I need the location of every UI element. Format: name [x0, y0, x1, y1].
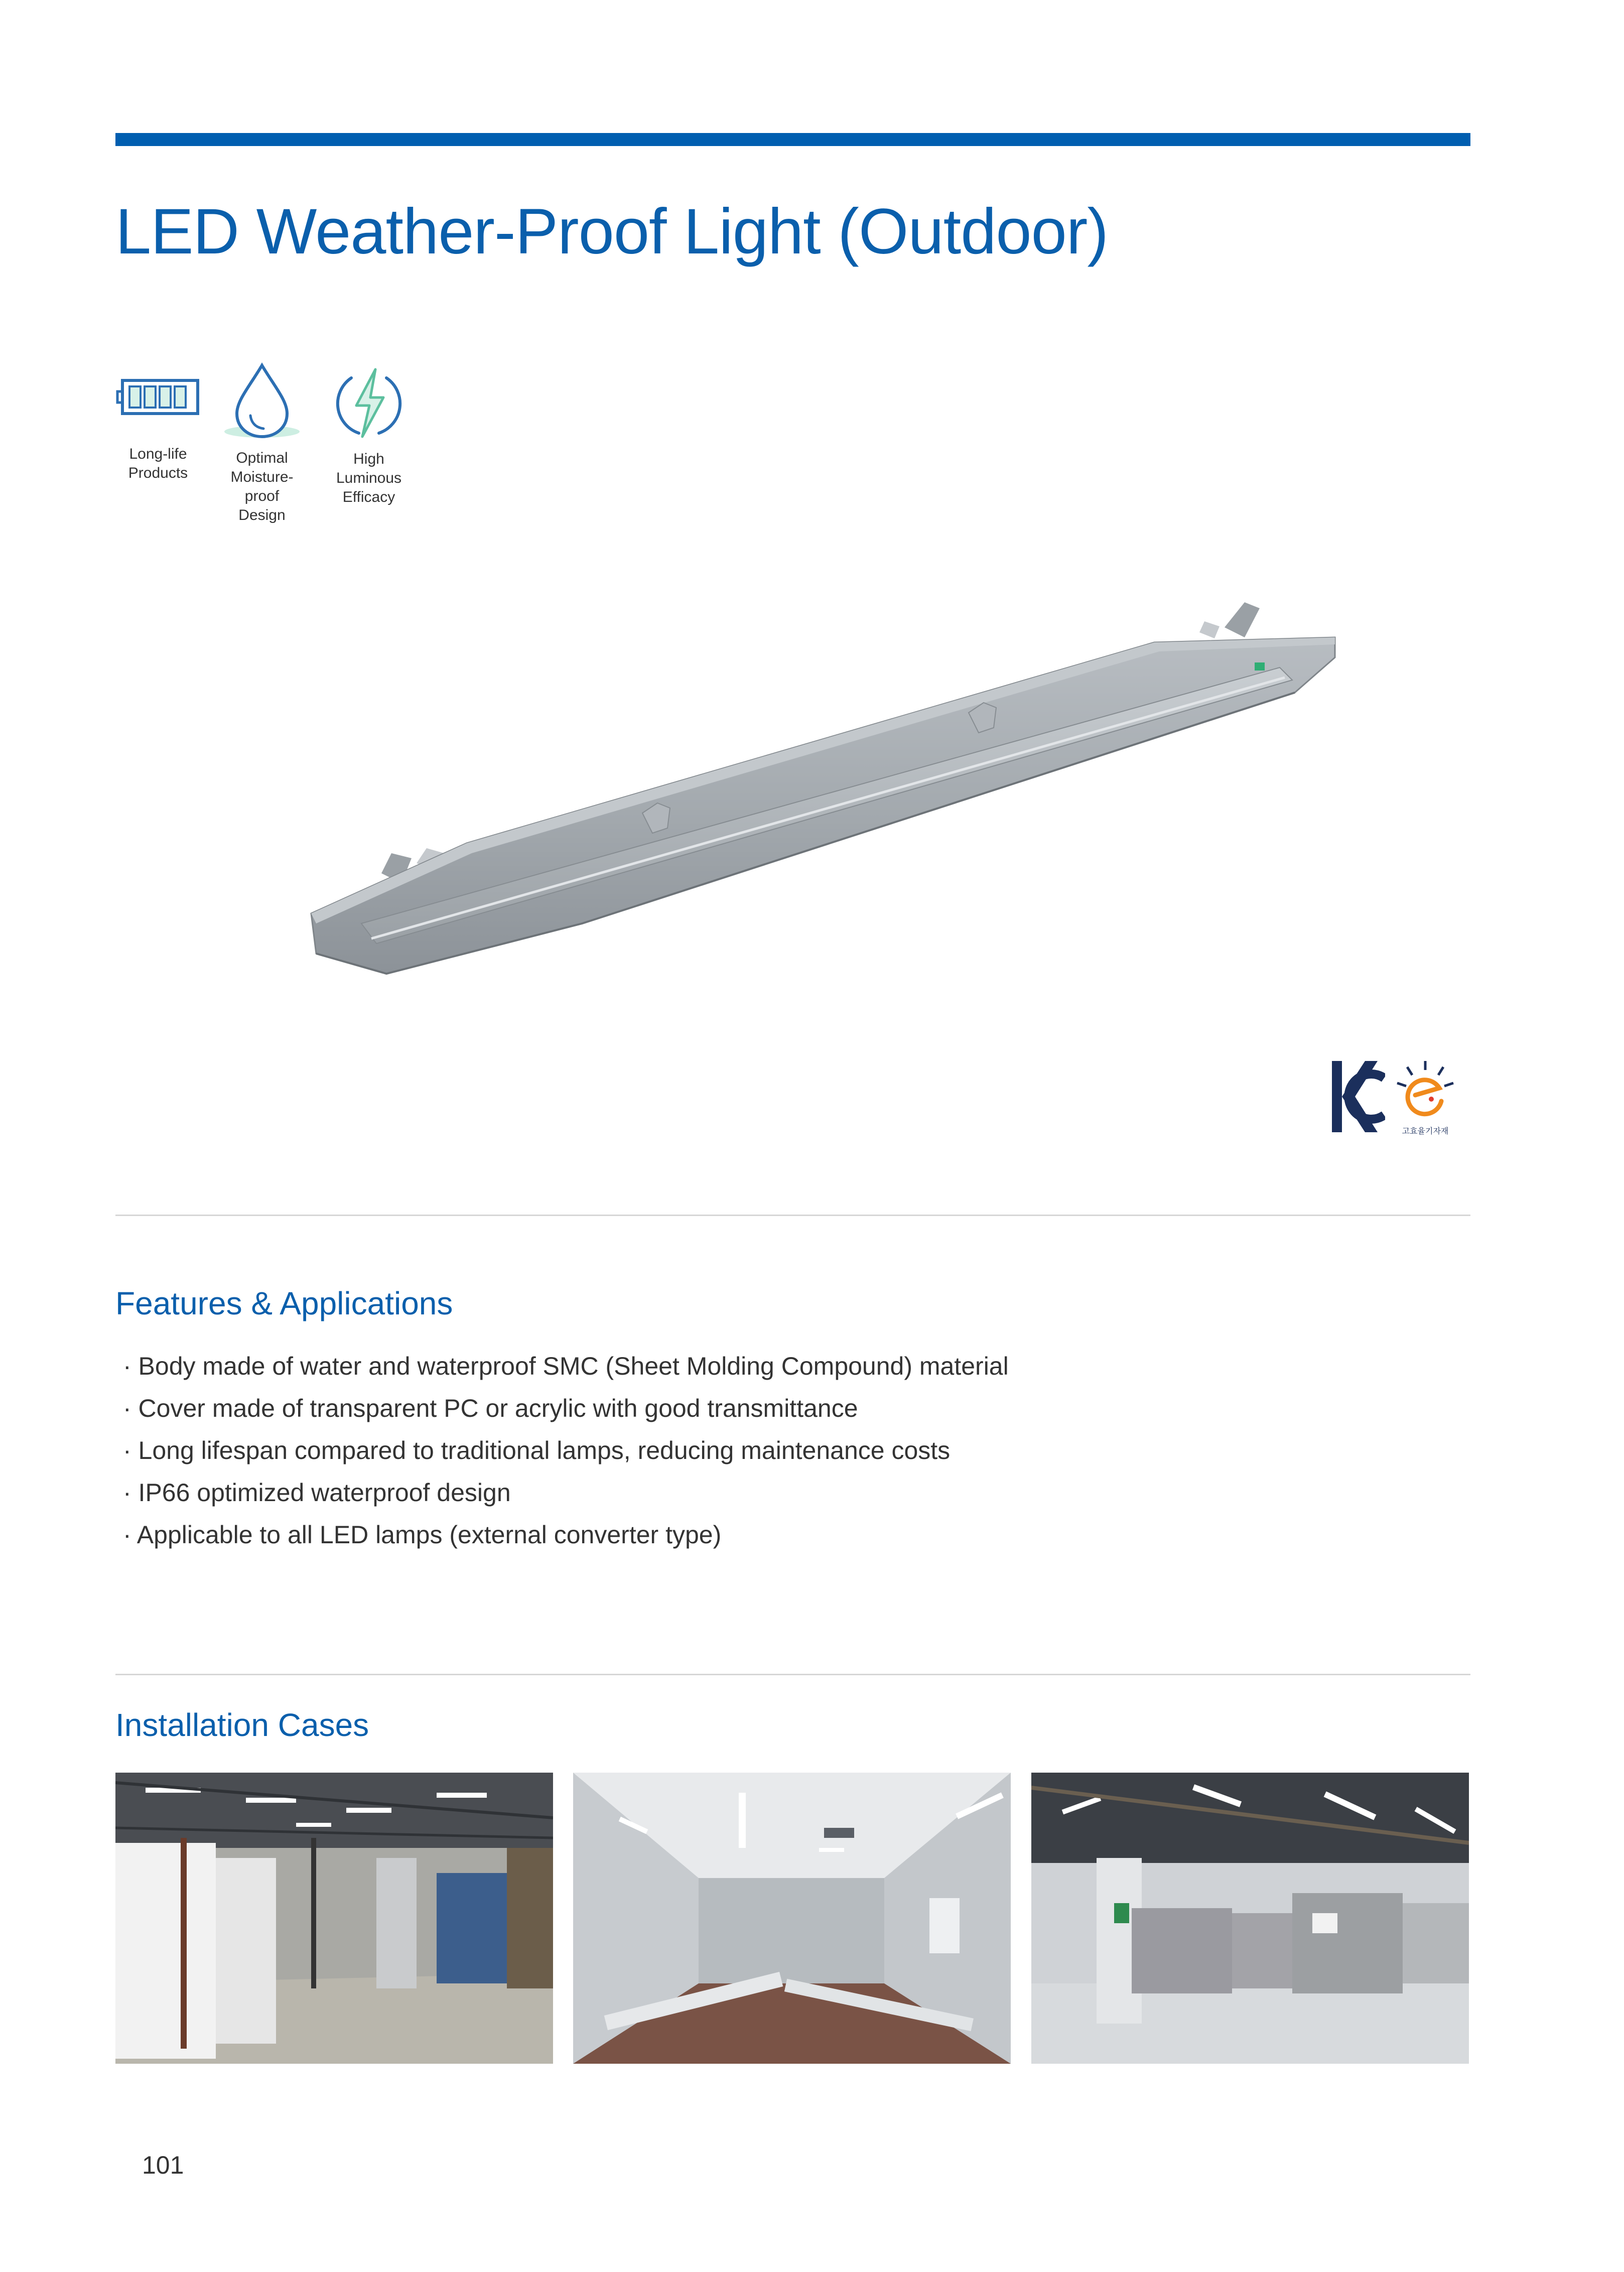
list-item: · Cover made of transparent PC or acrylic with good transmittance: [123, 1387, 1009, 1429]
list-item: · Body made of water and waterproof SMC (Sheet Molding Compound) material: [123, 1345, 1009, 1387]
high-efficiency-label: 고효율기자재: [1402, 1127, 1449, 1136]
list-item: · Long lifespan compared to traditional lamps, reducing maintenance costs: [123, 1429, 1009, 1472]
list-item: · Applicable to all LED lamps (external converter type): [123, 1514, 1009, 1556]
page-number: 101: [142, 2151, 184, 2179]
installation-photo-processing-room: [573, 1773, 1011, 2064]
feature-label: Optimal Moisture- proof Design: [230, 450, 294, 523]
feature-luminous-efficacy: [324, 365, 414, 507]
lightning-icon: [331, 365, 407, 441]
installation-heading: Installation Cases: [115, 1707, 369, 1743]
feature-label: High Luminous Efficacy: [336, 451, 402, 505]
battery-icon: [114, 371, 202, 422]
top-accent-bar: [115, 133, 1470, 146]
features-heading: Features & Applications: [115, 1285, 453, 1321]
section-divider: [115, 1674, 1470, 1675]
high-efficiency-sun-icon: [1395, 1059, 1455, 1119]
installation-photo-electrical-room: [1031, 1773, 1469, 2064]
list-item: · IP66 optimized waterproof design: [123, 1472, 1009, 1514]
installation-photo-warehouse: [115, 1773, 553, 2064]
page-title: LED Weather-Proof Light (Outdoor): [115, 196, 1108, 268]
kc-certification-icon: [1330, 1059, 1385, 1134]
features-list: [123, 1345, 1009, 1556]
feature-moisture-proof: [217, 361, 307, 525]
water-drop-icon: [219, 361, 305, 442]
section-divider: [115, 1215, 1470, 1216]
feature-long-life: [113, 371, 203, 483]
product-image-weatherproof-light: [301, 592, 1355, 994]
feature-label: Long-life Products: [128, 446, 188, 481]
high-efficiency-mark: [1395, 1059, 1455, 1139]
